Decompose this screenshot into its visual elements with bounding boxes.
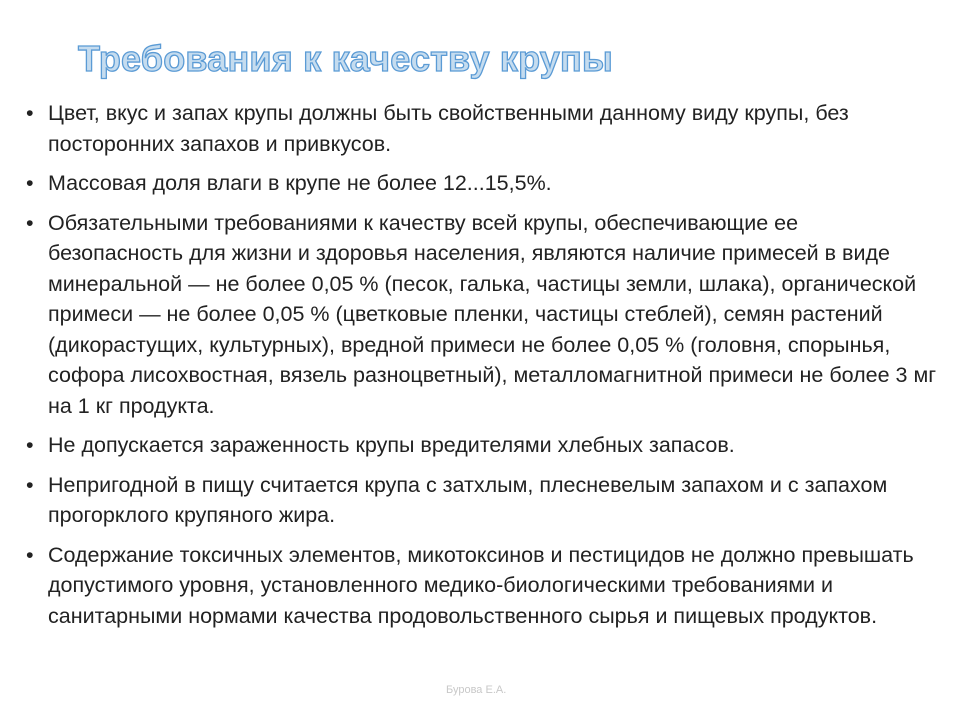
bullet-dot-icon: • — [26, 210, 34, 235]
bullet-text: Не допускается зараженность крупы вредителями хлебных запасов. — [48, 433, 735, 457]
bullet-item — [26, 540, 938, 632]
bullet-item — [26, 98, 938, 159]
bullet-item — [26, 168, 938, 199]
bullet-dot-icon: • — [26, 433, 34, 457]
bullet-dot-icon: • — [26, 472, 34, 497]
bullet-text: Содержание токсичных элементов, микотоксинов и пестицидов не должно превышать допустимого уровня, установленного медико-биологическими требованиями и санитарными нормами качества продовольственного сырья и пищевых продуктов. — [48, 542, 914, 628]
bullet-list — [26, 98, 938, 640]
bullet-dot-icon: • — [26, 171, 34, 195]
bullet-dot-icon: • — [26, 542, 34, 567]
footer-watermark: Бурова Е.А. — [446, 684, 507, 696]
bullet-item — [26, 470, 938, 531]
bullet-text: Обязательными требованиями к качеству всей крупы, обеспечивающие ее безопасность для жизни и здоровья населения, являются наличие примесей в виде минеральной — не более 0,05 % (песок, галька, частицы земли, шлака), органической примеси — не более 0,05 % (цветковые пленки, частицы стеблей), семян растений (дикорастущих, культурных), вредной примеси не более 0,05 % (головня, спорынья, софора лисохвостная, вязель разноцветный), металломагнитной примеси не более 3 мг на 1 кг продукта. — [48, 210, 937, 418]
bullet-text: Непригодной в пищу считается крупа с затхлым, плесневелым запахом и с запахом прогорклого крупяного жира. — [48, 472, 888, 527]
bullet-item — [26, 430, 938, 461]
slide-title: Требования к качеству крупы — [78, 38, 613, 79]
bullet-text: Массовая доля влаги в крупе не более 12...15,5%. — [48, 171, 552, 195]
bullet-text: Цвет, вкус и запах крупы должны быть свойственными данному виду крупы, без посторонних запахов и привкусов. — [48, 101, 849, 156]
bullet-item — [26, 208, 938, 422]
bullet-dot-icon: • — [26, 101, 34, 125]
